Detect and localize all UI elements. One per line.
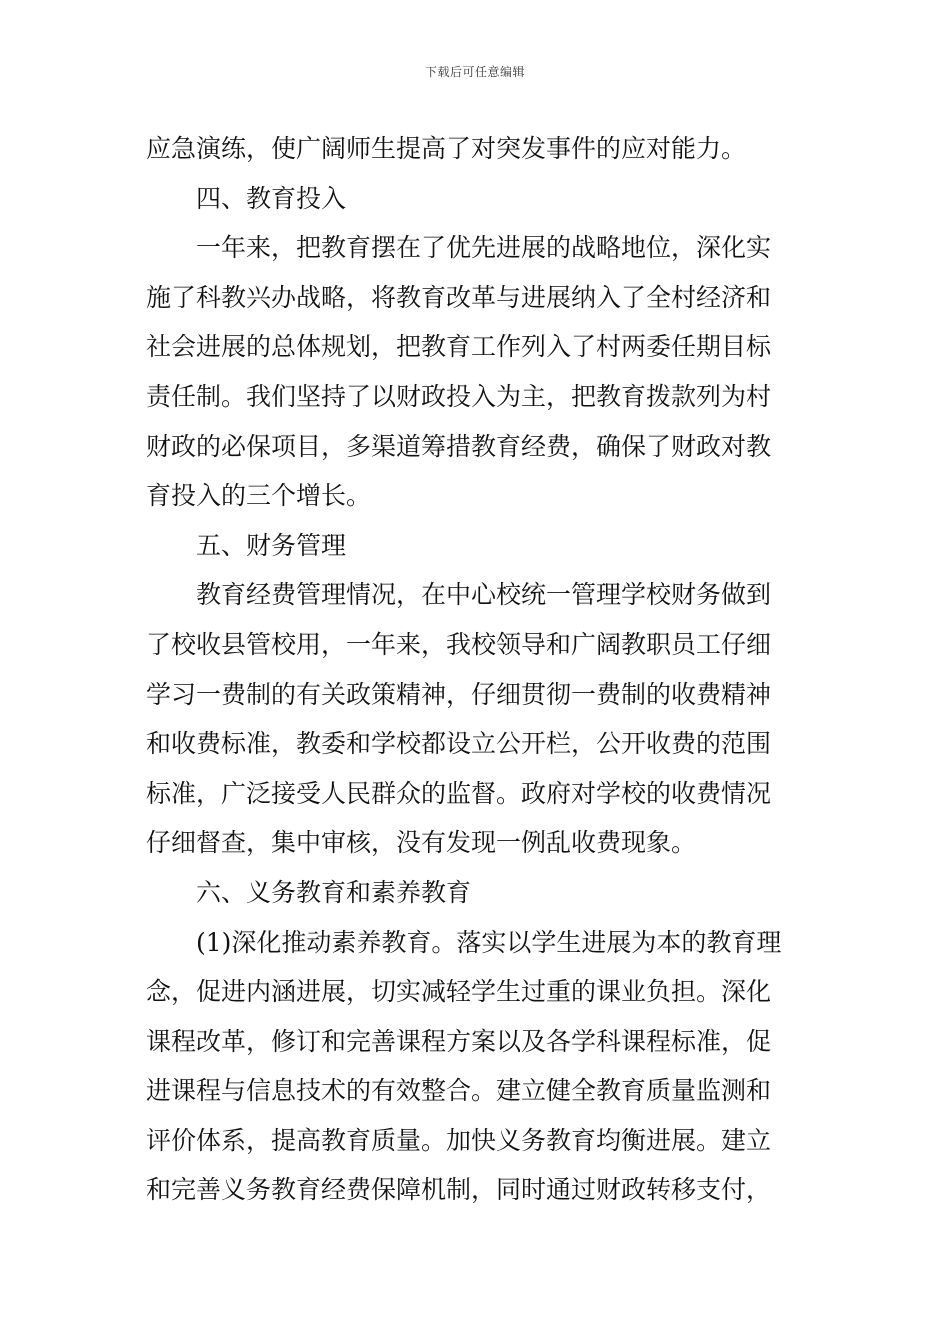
text-line: 仔细督查，集中审核，没有发现一例乱收费现象。 (146, 828, 697, 858)
section-heading: 五、财务管理 (196, 530, 347, 560)
text-line: 课程改革，修订和完善课程方案以及各学科课程标准，促 (146, 1026, 772, 1056)
text-line: 学习一费制的有关政策精神，仔细贯彻一费制的收费精神 (146, 679, 772, 709)
page-header-note: 下载后可任意编辑 (424, 65, 525, 79)
text-line: 和完善义务教育经费保障机制，同时通过财政转移支付， (146, 1175, 772, 1205)
text-line: 教育经费管理情况，在中心校统一管理学校财务做到 (196, 580, 772, 610)
text-line: 标准，广泛接受人民群众的监督。政府对学校的收费情况 (146, 778, 772, 808)
text-line: (1)深化推动素养教育。落实以学生进展为本的教育理 (196, 927, 782, 957)
text-line: 念，促进内涵进展，切实减轻学生过重的课业负担。深化 (146, 977, 772, 1007)
text-line: 育投入的三个增长。 (146, 481, 372, 511)
section-heading: 四、教育投入 (196, 183, 347, 213)
text-line: 评价体系，提高教育质量。加快义务教育均衡进展。建立 (146, 1125, 772, 1155)
text-line: 财政的必保项目，多渠道筹措教育经费，确保了财政对教 (146, 431, 772, 461)
text-line: 进课程与信息技术的有效整合。建立健全教育质量监测和 (146, 1076, 772, 1106)
text-line: 了校收县管校用，一年来，我校领导和广阔教职员工仔细 (146, 629, 772, 659)
text-line: 和收费标准，教委和学校都设立公开栏，公开收费的范围 (146, 729, 772, 759)
section-heading: 六、义务教育和素养教育 (196, 877, 472, 907)
text-line: 社会进展的总体规划，把教育工作列入了村两委任期目标 (146, 332, 772, 362)
text-line: 责任制。我们坚持了以财政投入为主，把教育拨款列为村 (146, 381, 772, 411)
text-line: 一年来，把教育摆在了优先进展的战略地位，深化实 (196, 233, 772, 263)
text-line: 施了科教兴办战略，将教育改革与进展纳入了全村经济和 (146, 282, 772, 312)
text-line: 应急演练，使广阔师生提高了对突发事件的应对能力。 (146, 134, 747, 163)
document-body (146, 124, 810, 1215)
